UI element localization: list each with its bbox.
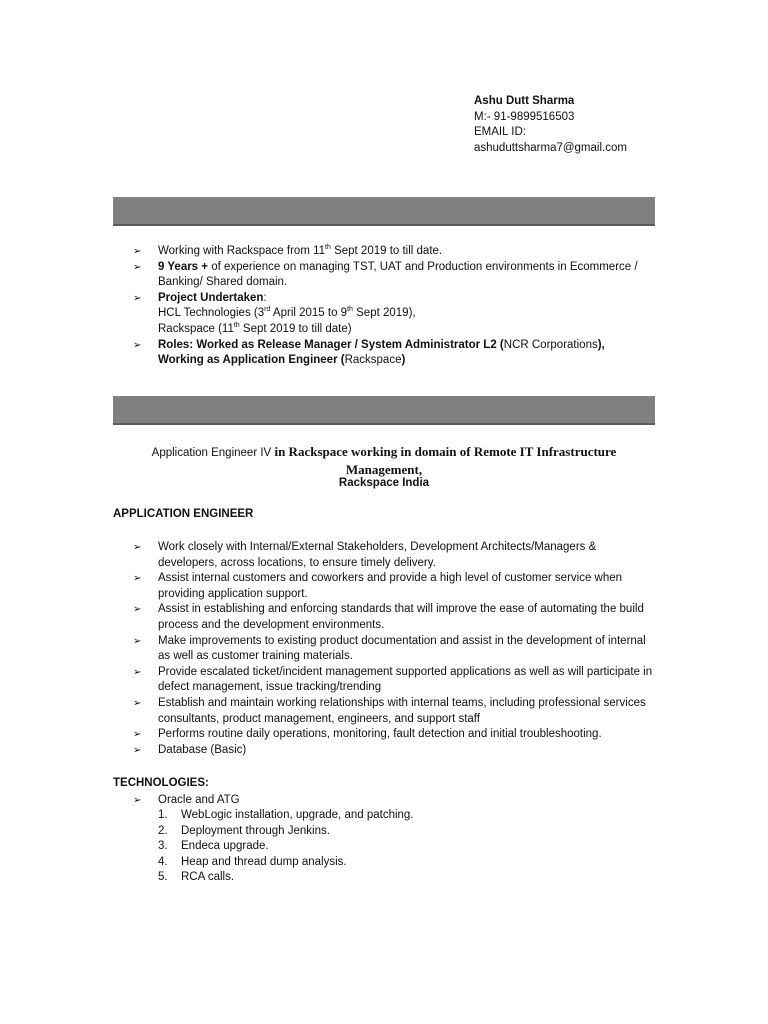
job-title: Application Engineer IV in Rackspace working in domain of Remote IT Infrastructure Management, [151, 444, 617, 477]
list-item: ➢ Assist in establishing and enforcing standards that will improve the ease of automating the build process and the development environments. [133, 603, 644, 631]
arrow-bullet-icon: ➢ [133, 795, 142, 806]
list-item: 4. Heap and thread dump analysis. [158, 855, 347, 868]
mobile-number: M:- 91-9899516503 [474, 110, 575, 123]
section-heading-application-engineer: APPLICATION ENGINEER [113, 508, 254, 520]
arrow-bullet-icon: ➢ [133, 246, 142, 257]
arrow-bullet-icon: ➢ [133, 697, 142, 709]
responsibilities-list [133, 540, 653, 758]
technologies-list [133, 793, 633, 809]
list-item: ➢ Database (Basic) [133, 743, 653, 759]
list-item: ➢ Roles: Worked as Release Manager / System Administrator L2 (NCR Corporations), Working as Application Engineer (Rackspace) [133, 338, 605, 367]
technology-subitems [158, 808, 414, 886]
list-item: 2. Deployment through Jenkins. [158, 824, 330, 837]
summary-list [133, 244, 643, 369]
list-item: ➢ Establish and maintain working relationships with internal teams, including professional services consultants, product management, engineers, and support staff [133, 696, 646, 725]
list-item: ➢ Make improvements to existing product documentation and assist in the development of internal as well as customer training materials. [133, 634, 646, 663]
list-item: ➢ 9 Years + of experience on managing TST, UAT and Production environments in Ecommerce / Banking/ Shared domain. [133, 260, 638, 289]
arrow-bullet-icon: ➢ [133, 292, 142, 304]
section-heading-technologies: TECHNOLOGIES: [113, 777, 209, 789]
arrow-bullet-icon: ➢ [133, 744, 142, 756]
list-item: 5. RCA calls. [158, 871, 235, 884]
list-item: ➢ Working with Rackspace from 11th Sept 2019 to till date. [133, 244, 643, 260]
list-item: ➢ Oracle and ATG [133, 793, 633, 809]
list-item: 3. Endeca upgrade. [158, 840, 269, 853]
arrow-bullet-icon: ➢ [133, 542, 142, 553]
company-name: Rackspace India [338, 477, 430, 489]
list-item: 1. WebLogic installation, upgrade, and patching. [158, 809, 414, 821]
list-item: ➢ Assist internal customers and coworkers and provide a high level of customer service when providing application support. [133, 572, 623, 600]
section-divider-bar [113, 197, 655, 226]
arrow-bullet-icon: ➢ [133, 666, 142, 678]
email-address: ashuduttsharma7@gmail.com [474, 141, 627, 154]
list-item: ➢ Project Undertaken: HCL Technologies (3rd April 2015 to 9th Sept 2019), Rackspace (11th Sept 2019 to till date) [133, 291, 416, 335]
list-item: ➢ Performs routine daily operations, monitoring, fault detection and initial troubleshooting. [133, 727, 653, 743]
contact-block [474, 94, 627, 156]
arrow-bullet-icon: ➢ [133, 339, 142, 351]
email-label: EMAIL ID: [474, 126, 526, 138]
section-divider-bar [113, 396, 655, 425]
arrow-bullet-icon: ➢ [133, 261, 142, 273]
list-item: ➢ Provide escalated ticket/incident management supported applications as well as will participate in defect management, issue tracking/trending [133, 665, 653, 694]
arrow-bullet-icon: ➢ [133, 635, 142, 647]
arrow-bullet-icon: ➢ [133, 604, 142, 616]
candidate-name: Ashu Dutt Sharma [474, 95, 575, 107]
arrow-bullet-icon: ➢ [133, 573, 142, 585]
list-item: ➢ Work closely with Internal/External Stakeholders, Development Architects/Managers & developers, across locations, to ensure timely delivery. [133, 541, 597, 569]
arrow-bullet-icon: ➢ [133, 729, 142, 741]
